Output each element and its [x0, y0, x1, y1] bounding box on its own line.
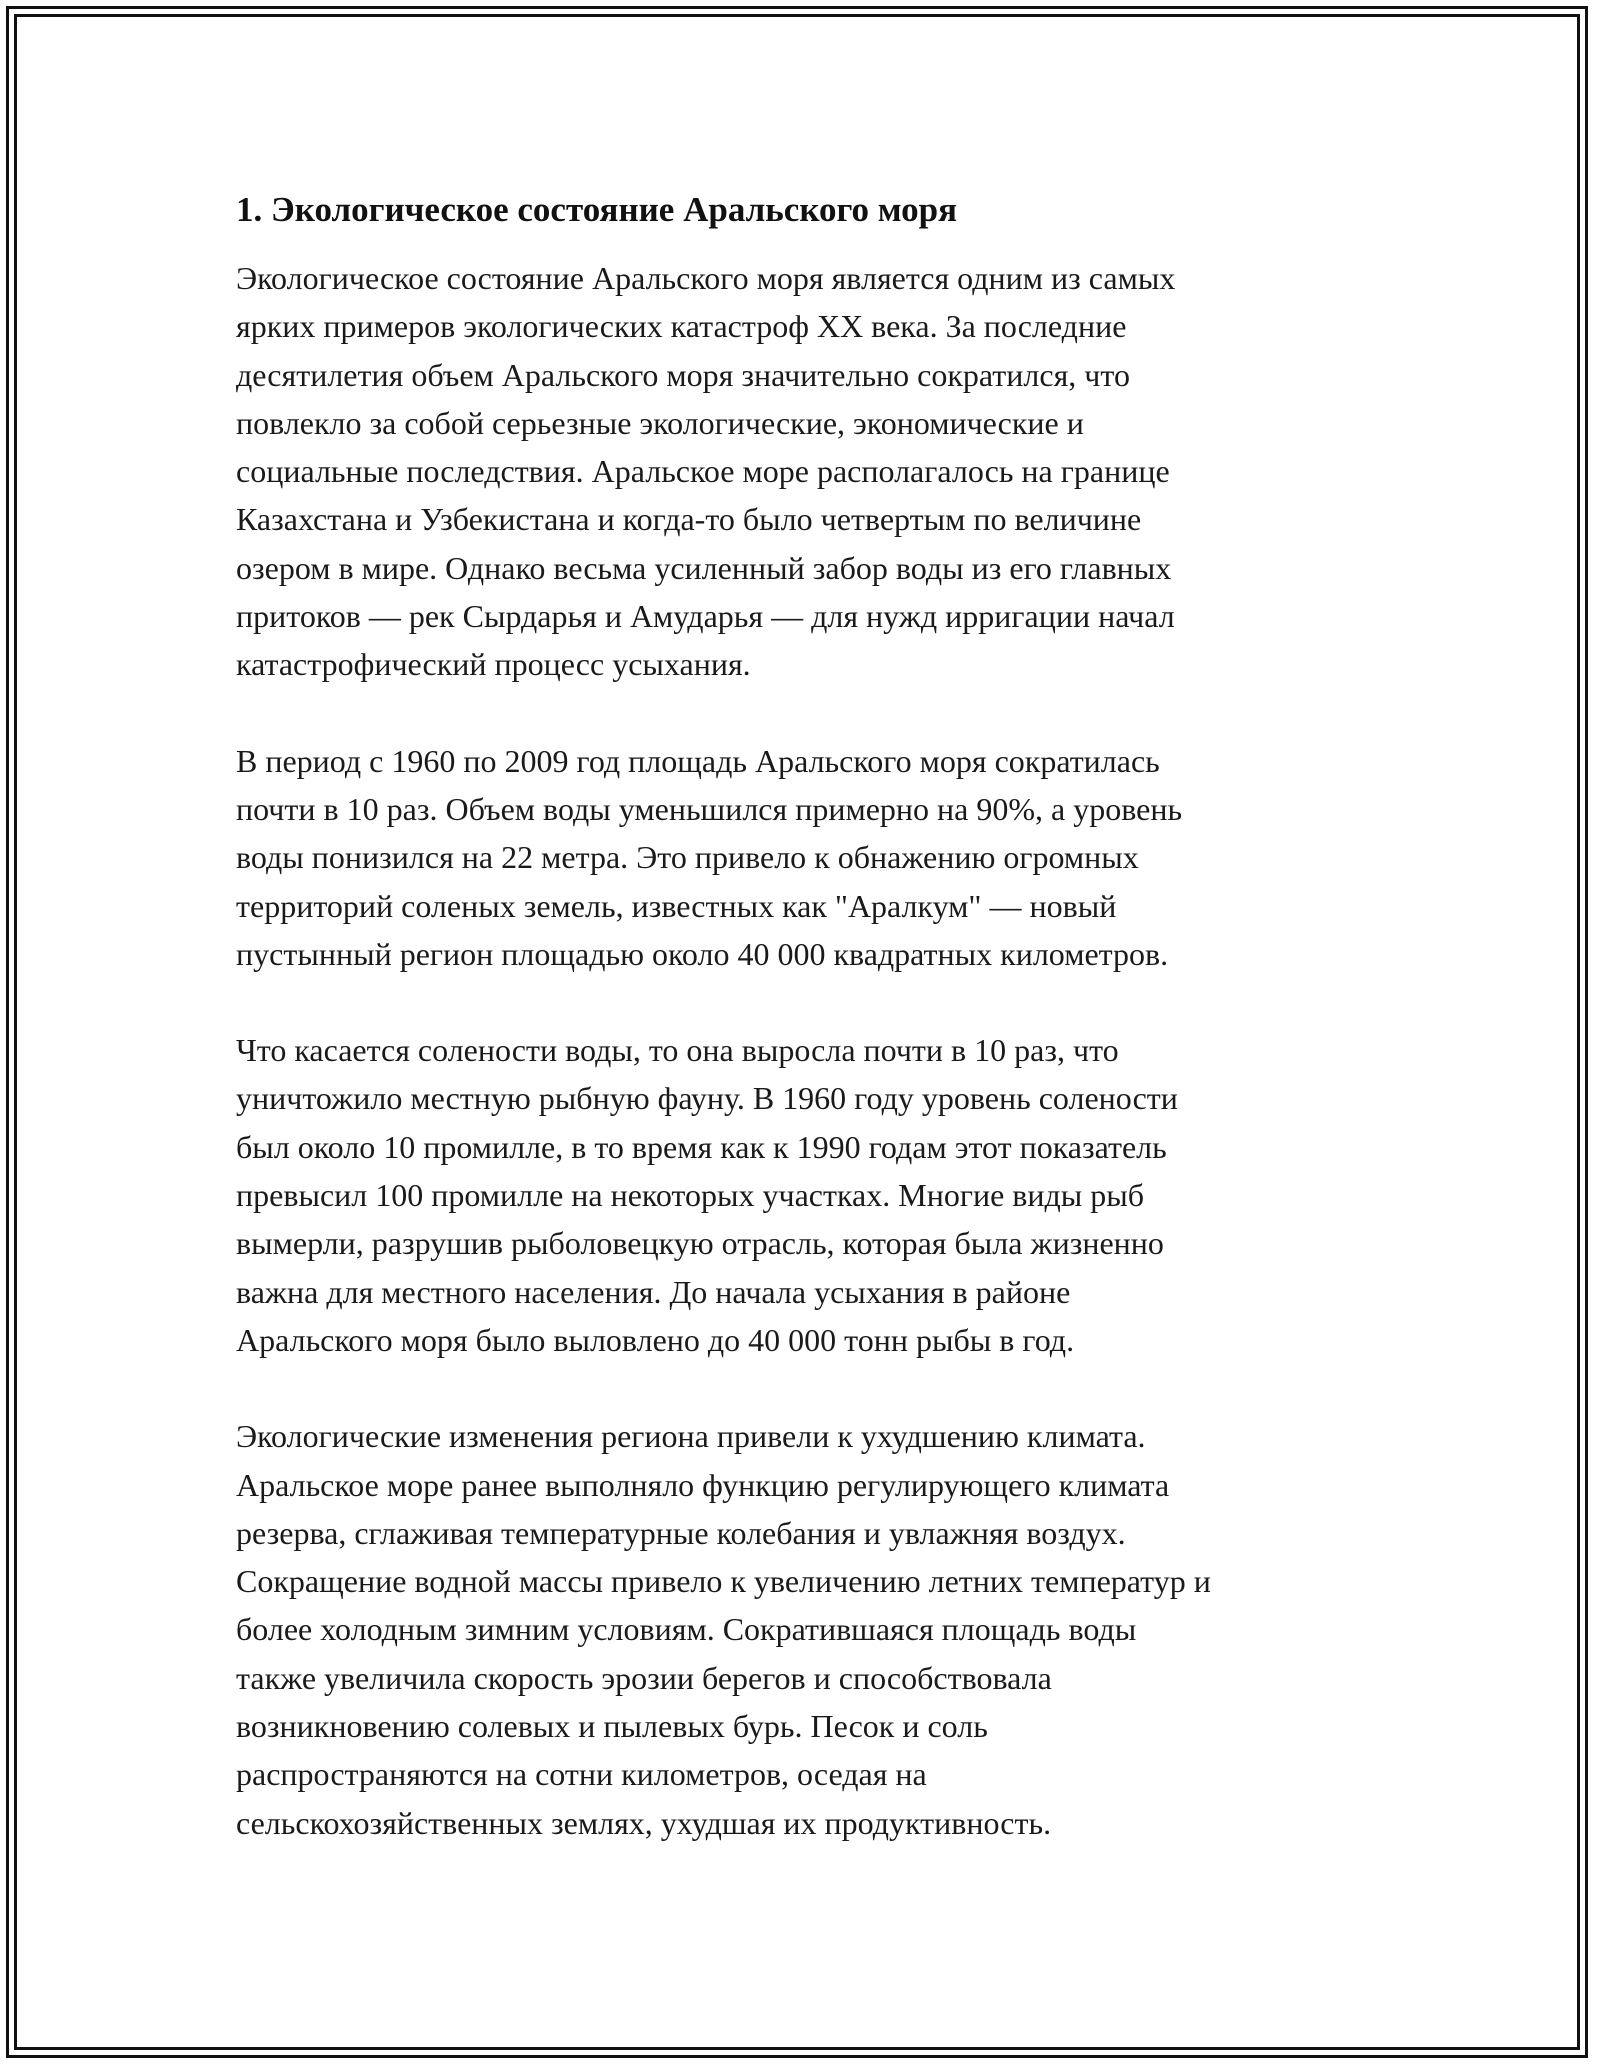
paragraph — [236, 1026, 1376, 1364]
paragraph — [236, 254, 1376, 689]
document-body — [236, 186, 1376, 1895]
text-line: также увеличила скорость эрозии берегов и способствовала — [236, 1659, 1052, 1696]
text-line: Что касается солености воды, то она выросла почти в 10 раз, что — [236, 1032, 1119, 1069]
text-line: территорий соленых земель, известных как "Аралкум" — новый — [236, 887, 1117, 924]
text-line: распространяются на сотни километров, оседая на — [236, 1756, 927, 1793]
paragraph — [236, 737, 1376, 978]
text-line: Аральское море ранее выполняло функцию регулирующего климата — [236, 1466, 1170, 1503]
text-line: уничтожило местную рыбную фауну. В 1960 году уровень солености — [236, 1080, 1178, 1117]
text-line: В период с 1960 по 2009 год площадь Аральского моря сократилась — [236, 742, 1160, 779]
text-line: превысил 100 промилле на некоторых участках. Многие виды рыб — [236, 1177, 1145, 1214]
text-line: воды понизился на 22 метра. Это привело к обнажению огромных — [236, 839, 1139, 876]
section-title: 1. Экологическое состояние Аральского моря — [236, 190, 958, 229]
text-line: Экологическое состояние Аральского моря является одним из самых — [236, 260, 1176, 296]
text-line: почти в 10 раз. Объем воды уменьшился примерно на 90%, а уровень — [236, 790, 1183, 827]
text-line: вымерли, разрушив рыболовецкую отрасль, которая была жизненно — [236, 1225, 1164, 1262]
text-line: пустынный регион площадью около 40 000 квадратных километров. — [236, 935, 1169, 972]
text-line: более холодным зимним условиям. Сократившаяся площадь воды — [236, 1611, 1137, 1648]
text-line: притоков — рек Сырдарья и Амударья — для нужд ирригации начал — [236, 598, 1175, 635]
text-line: сельскохозяйственных землях, ухудшая их продуктивность. — [236, 1804, 1052, 1841]
text-line: важна для местного населения. До начала усыхания в районе — [236, 1273, 1071, 1310]
text-line: Аральского моря было выловлено до 40 000 тонн рыбы в год. — [236, 1321, 1075, 1358]
paragraph — [236, 1412, 1376, 1847]
text-line: был около 10 промилле, в то время как к 1990 годам этот показатель — [236, 1128, 1167, 1165]
text-line: десятилетия объем Аральского моря значительно сократился, что — [236, 356, 1130, 393]
text-line: Казахстана и Узбекистана и когда-то было четвертым по величине — [236, 501, 1142, 538]
text-line: озером в мире. Однако весьма усиленный забор воды из его главных — [236, 549, 1172, 586]
text-line: Сокращение водной массы привело к увеличению летних температур и — [236, 1563, 1211, 1600]
text-line: возникновению солевых и пылевых бурь. Песок и соль — [236, 1708, 988, 1745]
text-line: социальные последствия. Аральское море располагалось на границе — [236, 453, 1170, 490]
text-line: резерва, сглаживая температурные колебания и увлажняя воздух. — [236, 1514, 1126, 1551]
text-line: ярких примеров экологических катастроф XX века. За последние — [236, 308, 1127, 345]
text-line: повлекло за собой серьезные экологические, экономические и — [236, 404, 1084, 441]
text-line: катастрофический процесс усыхания. — [236, 646, 751, 683]
text-line: Экологические изменения региона привели к ухудшению климата. — [236, 1418, 1146, 1455]
